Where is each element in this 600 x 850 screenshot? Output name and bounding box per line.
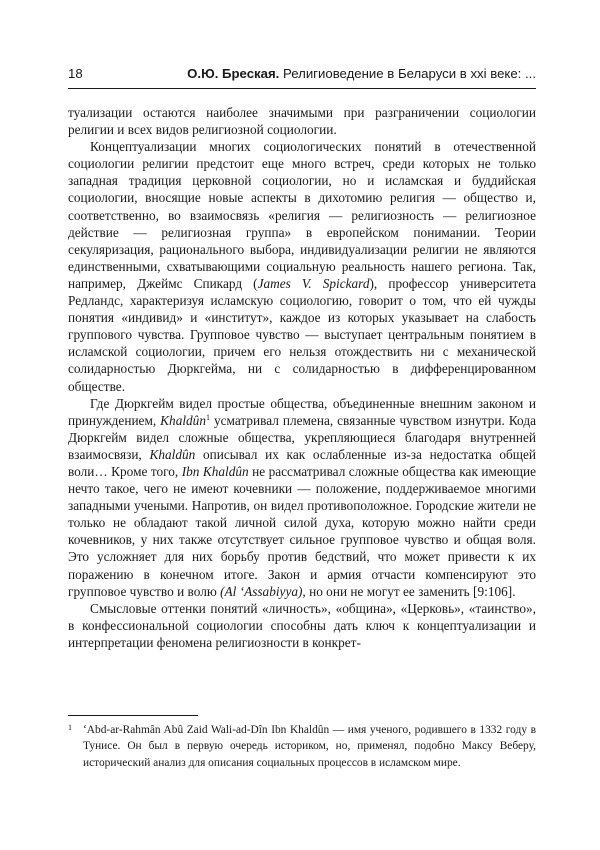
paragraph bbox=[68, 138, 536, 394]
italic-term: (Al ‘Assabiyya), bbox=[220, 583, 306, 599]
paragraph bbox=[68, 395, 536, 600]
page-number: 18 bbox=[68, 66, 83, 81]
header-author: О.Ю. Бреская. bbox=[187, 66, 280, 81]
text-span: не рассматривал сложные общества как имеющие нечто такое, чего не имеют кочевники — положение, поддерживаемое многими западными учеными. Напротив, он видел противоположное. Городские жители не только не обладают такой личной силой духа, которую можно найти среди кочевников, у них также отсутствует сильное групповое чувство и общая воля. Это усложняет для них борьбу против бедствий, что может привести к их поражению в конечном итоге. Закон и армия отчасти компенсируют это групповое чувство и волю bbox=[68, 463, 536, 599]
body-text bbox=[68, 104, 536, 651]
text-span: Где Дюркгейм видел простые общества, объединенные внешним законом и принуждением, bbox=[68, 395, 536, 428]
header-rule bbox=[68, 88, 536, 89]
footnote-reference[interactable]: 1 bbox=[205, 412, 210, 422]
footnote bbox=[68, 722, 536, 771]
italic-name: Khaldûn bbox=[149, 446, 196, 462]
header-title: Религиоведение в Беларуси в xxi веке: ... bbox=[279, 66, 536, 81]
text-span: усматривал племена, связанные чувством изнутри. Кода Дюркгейм видел сложные общества, укрепляющиеся благодаря внутренней взаимосвязи, bbox=[68, 412, 536, 462]
text-span: описывал их как ослабленные из-за недостатка общей воли… Кроме того, bbox=[68, 446, 536, 479]
paragraph: Смысловые оттенки понятий «личность», «община», «Церковь», «таинство», в конфессиональной социологии способны дать ключ к концептуализации и интерпретации феномена религиозности в конкрет- bbox=[68, 600, 536, 650]
footnote-rule bbox=[68, 715, 198, 716]
italic-name: James V. Spickard bbox=[257, 275, 370, 291]
running-title bbox=[187, 66, 536, 81]
running-header bbox=[68, 66, 536, 86]
paragraph-continued: туализации остаются наиболее значимыми при разграничении социологии религии и всех видов религиозной социологии. bbox=[68, 105, 536, 138]
footnote-text: ‘Abd-ar-Rahmân Abû Zaid Wali-ad-Dîn Ibn Khaldûn — имя ученого, родившего в 1332 году в Тунисе. Он был в первую очередь историком, но, применял, подобно Максу Веберу, исторический анализ для описания социальных процессов в исламском мире. bbox=[83, 724, 536, 769]
footnote-number: 1 bbox=[68, 723, 72, 732]
italic-name: Ibn Khaldûn bbox=[181, 463, 249, 479]
text-span: Концептуализации многих социологических понятий в отечественной социологии религии предстоит еще много встреч, среди которых не только западная традиция церковной социологии, но и исламская и буддийская социологии, вносящие новые аспекты в дихотомию религия — общество и, соответственно, во взаимосвязь «религия — религиозность — религиозное действие — религиозная группа» в европейском понимании. Теории секуляризация, рационального выбора, индивидуализации религии не являются единственными, схватывающими социальную реальность нашего региона. Так, например, Джеймс Спикард ( bbox=[68, 139, 536, 291]
text-span: ), профессор университета Редландс, характеризуя исламскую социологию, говорит о том, что ей чужды понятия «индивид» и «институт», каждое из которых указывает на слабость группового чувства. Групповое чувство — выступает центральным понятием в исламской социологии, причем его нельзя отождествить ни с механической солидарностью Дюркгейма, ни с солидарностью в дифференцированном обществе. bbox=[68, 275, 537, 394]
italic-name: Khaldûn bbox=[160, 412, 206, 428]
text-span: но они не могут ее заменить [9:106]. bbox=[305, 583, 516, 599]
